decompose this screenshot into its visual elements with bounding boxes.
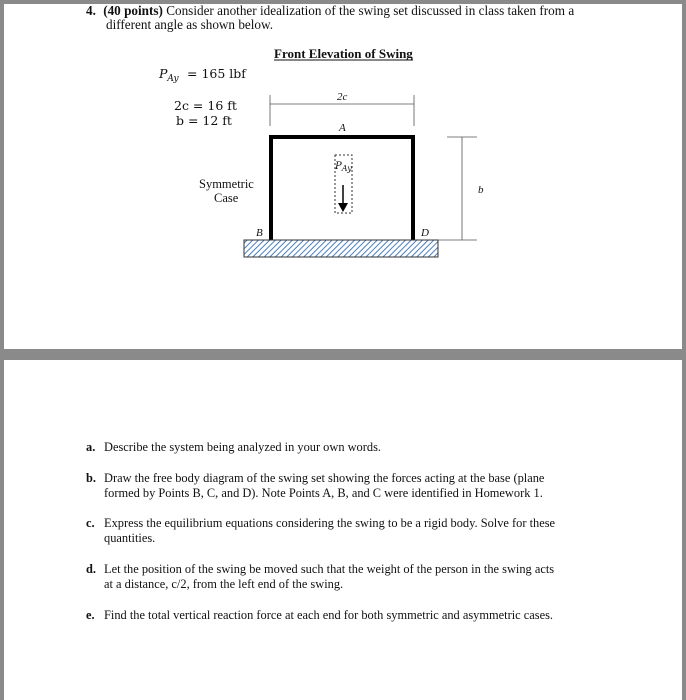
ground-hatch xyxy=(244,240,438,257)
part-e-text: Find the total vertical reaction force at each end for both symmetric and asymmetric cases. xyxy=(104,608,553,622)
figure-title: Front Elevation of Swing xyxy=(274,46,413,61)
point-b-label: B xyxy=(256,227,263,239)
part-c-text-2: quantities. xyxy=(104,531,156,545)
part-c-text-1: Express the equilibrium equations considering the swing to be a rigid body. Solve for these xyxy=(104,516,556,530)
part-d-label: d. xyxy=(86,562,96,576)
point-a-label: A xyxy=(339,122,346,134)
question-number: 4. xyxy=(86,3,96,18)
question-points: (40 points) xyxy=(103,3,163,18)
part-a-text: Describe the system being analyzed in your own words. xyxy=(104,440,381,454)
load-arrow-head xyxy=(338,203,348,212)
point-d-label: D xyxy=(421,227,429,239)
case-label-2: Case xyxy=(214,191,239,205)
param-pay-value: = 165 lbf xyxy=(187,66,246,81)
question-text-1: Consider another idealization of the swing set discussed in class taken from a xyxy=(166,3,575,18)
part-b-text-1: Draw the free body diagram of the swing set showing the forces acting at the base (plane xyxy=(104,471,545,485)
part-d-text-2: at a distance, c/2, from the left end of the swing. xyxy=(104,577,344,591)
dim-b-label: b xyxy=(478,184,484,196)
load-label: $P_{Ay}$ xyxy=(335,161,352,173)
part-b-label: b. xyxy=(86,471,96,485)
dim-2c-label: 2c xyxy=(337,91,348,103)
middle-gray-band xyxy=(0,349,686,360)
part-d-text-1: Let the position of the swing be moved such that the weight of the person in the swing acts xyxy=(104,562,555,576)
param-2c: 2c = 16 ft xyxy=(174,98,237,113)
param-pay-sub: Ay xyxy=(167,74,179,84)
part-c-label: c. xyxy=(86,516,95,530)
case-label-1: Symmetric xyxy=(199,177,254,191)
part-e-label: e. xyxy=(86,608,95,622)
load-label-sub: Ay xyxy=(341,164,352,173)
part-a-label: a. xyxy=(86,440,96,454)
part-b-text-2: formed by Points B, C, and D). Note Points A, B, and C were identified in Homework 1. xyxy=(104,486,543,500)
question-text-2: different angle as shown below. xyxy=(106,17,273,32)
param-b: b = 12 ft xyxy=(176,113,232,128)
param-pay-symbol: $P_{Ay}$ xyxy=(159,66,179,84)
